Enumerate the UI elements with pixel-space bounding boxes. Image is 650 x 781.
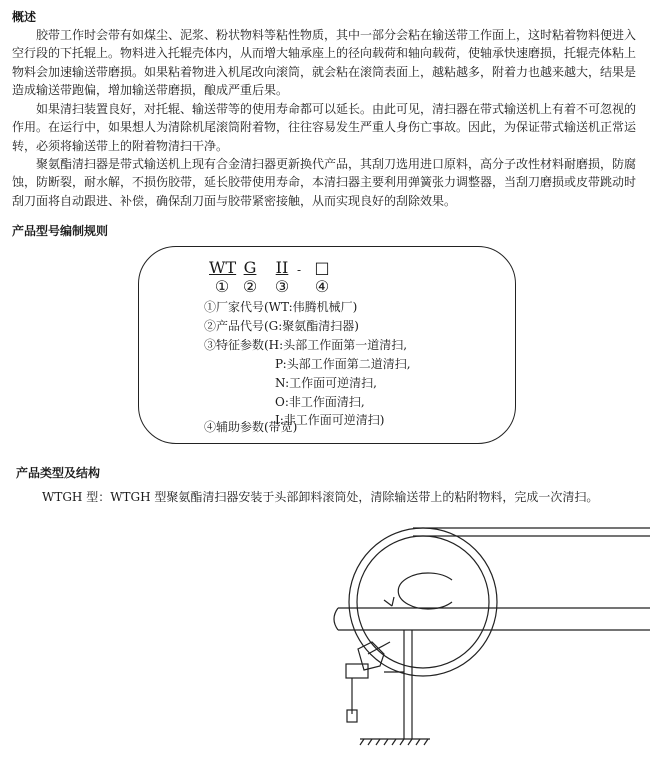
rotation-arrow-head — [384, 597, 394, 606]
head-drum-outer — [349, 528, 497, 676]
code-part-number: ① — [214, 277, 230, 296]
rule-line-8: ④辅助参数(带宽) — [204, 420, 298, 434]
overview-paragraph-3: 聚氨酯清扫器是带式输送机上现有合金清扫器更新换代产品，其刮刀选用进口原料，高分子改性材料耐磨损，防腐蚀，防断裂，耐水解，不损伤胶带，延长胶带使用寿命，本清扫器主要利用弹簧张力调整器，当刮刀磨损或皮带跳动时刮刀面将自动跟进、补偿，确保刮刀面与胶带紧密接触，从而实现良好的刮除效果。 — [12, 157, 637, 208]
rule-line-6: O:非工作面清扫, — [275, 395, 365, 409]
head-drum-inner — [357, 536, 489, 668]
cleaner-blade-body — [358, 642, 384, 670]
rule-line-1: ①厂家代号(WT:伟腾机械厂) — [204, 300, 358, 314]
rule-line-7: I:非工作面可逆清扫) — [275, 413, 385, 427]
code-part-auxiliary — [309, 258, 335, 296]
types-title: 产品类型及结构 — [16, 466, 101, 480]
code-part-manufacturer — [209, 258, 235, 296]
rotation-arrow-arc — [398, 573, 452, 609]
rule-line-4: P:头部工作面第二道清扫, — [275, 357, 411, 371]
code-part-feature — [269, 258, 295, 296]
rule-line-3: ③特征参数(H:头部工作面第一道清扫, — [204, 338, 408, 352]
code-part-number: ④ — [314, 277, 330, 296]
cleaner-structure-diagram — [0, 504, 650, 781]
code-part-product — [237, 258, 263, 296]
overview-title: 概述 — [12, 10, 37, 24]
cleaner-mount-block — [346, 664, 368, 678]
rule-line-2: ②产品代号(G:聚氨酯清扫器) — [204, 319, 359, 333]
types-description: WTGH 型：WTGH 型聚氨酯清扫器安装于头部卸料滚筒处，清除输送带上的粘附物料，完成一次清扫。 — [42, 490, 599, 504]
naming-title: 产品型号编制规则 — [12, 224, 109, 238]
code-part-number: ③ — [274, 277, 290, 296]
code-part-text: □ — [314, 258, 330, 277]
code-part-number: ② — [242, 277, 258, 296]
code-part-text: G — [243, 258, 257, 277]
ground-hatch — [360, 739, 428, 745]
overview-paragraph-1: 胶带工作时会带有如煤尘、泥浆、粉状物料等粘性物质，其中一部分会粘在输送带工作面上，这时粘着物料便进入空行段的下托辊上。物料进入托辊壳体内，从而增大轴承座上的径向载荷和轴向载荷，使轴承快速磨损，托辊壳体粘上物料会加速输送带磨损。如果粘着物进入机尾改向滚筒，就会粘在滚筒表面上，越粘越多，附着力也越来越大，结果是造成输送带跑偏，增加输送带磨损，酿成严重后果。 — [12, 28, 637, 98]
code-part-text: II — [275, 258, 289, 277]
overview-paragraph-2: 如果清扫装置良好，对托辊、输送带等的使用寿命都可以延长。由此可见，清扫器在带式输送机上有着不可忽视的作用。在运行中，如果想人为清除机尾滚筒附着物，往往容易发生严重人身伤亡事故。因此，为保证带式输送机正常运转，必须将输送带上的附着物清扫干净。 — [12, 102, 637, 153]
code-dash: - — [297, 263, 302, 277]
code-part-text: WT — [209, 258, 237, 277]
belt-left-end — [334, 608, 338, 630]
rule-line-5: N:工作面可逆清扫, — [275, 376, 377, 390]
